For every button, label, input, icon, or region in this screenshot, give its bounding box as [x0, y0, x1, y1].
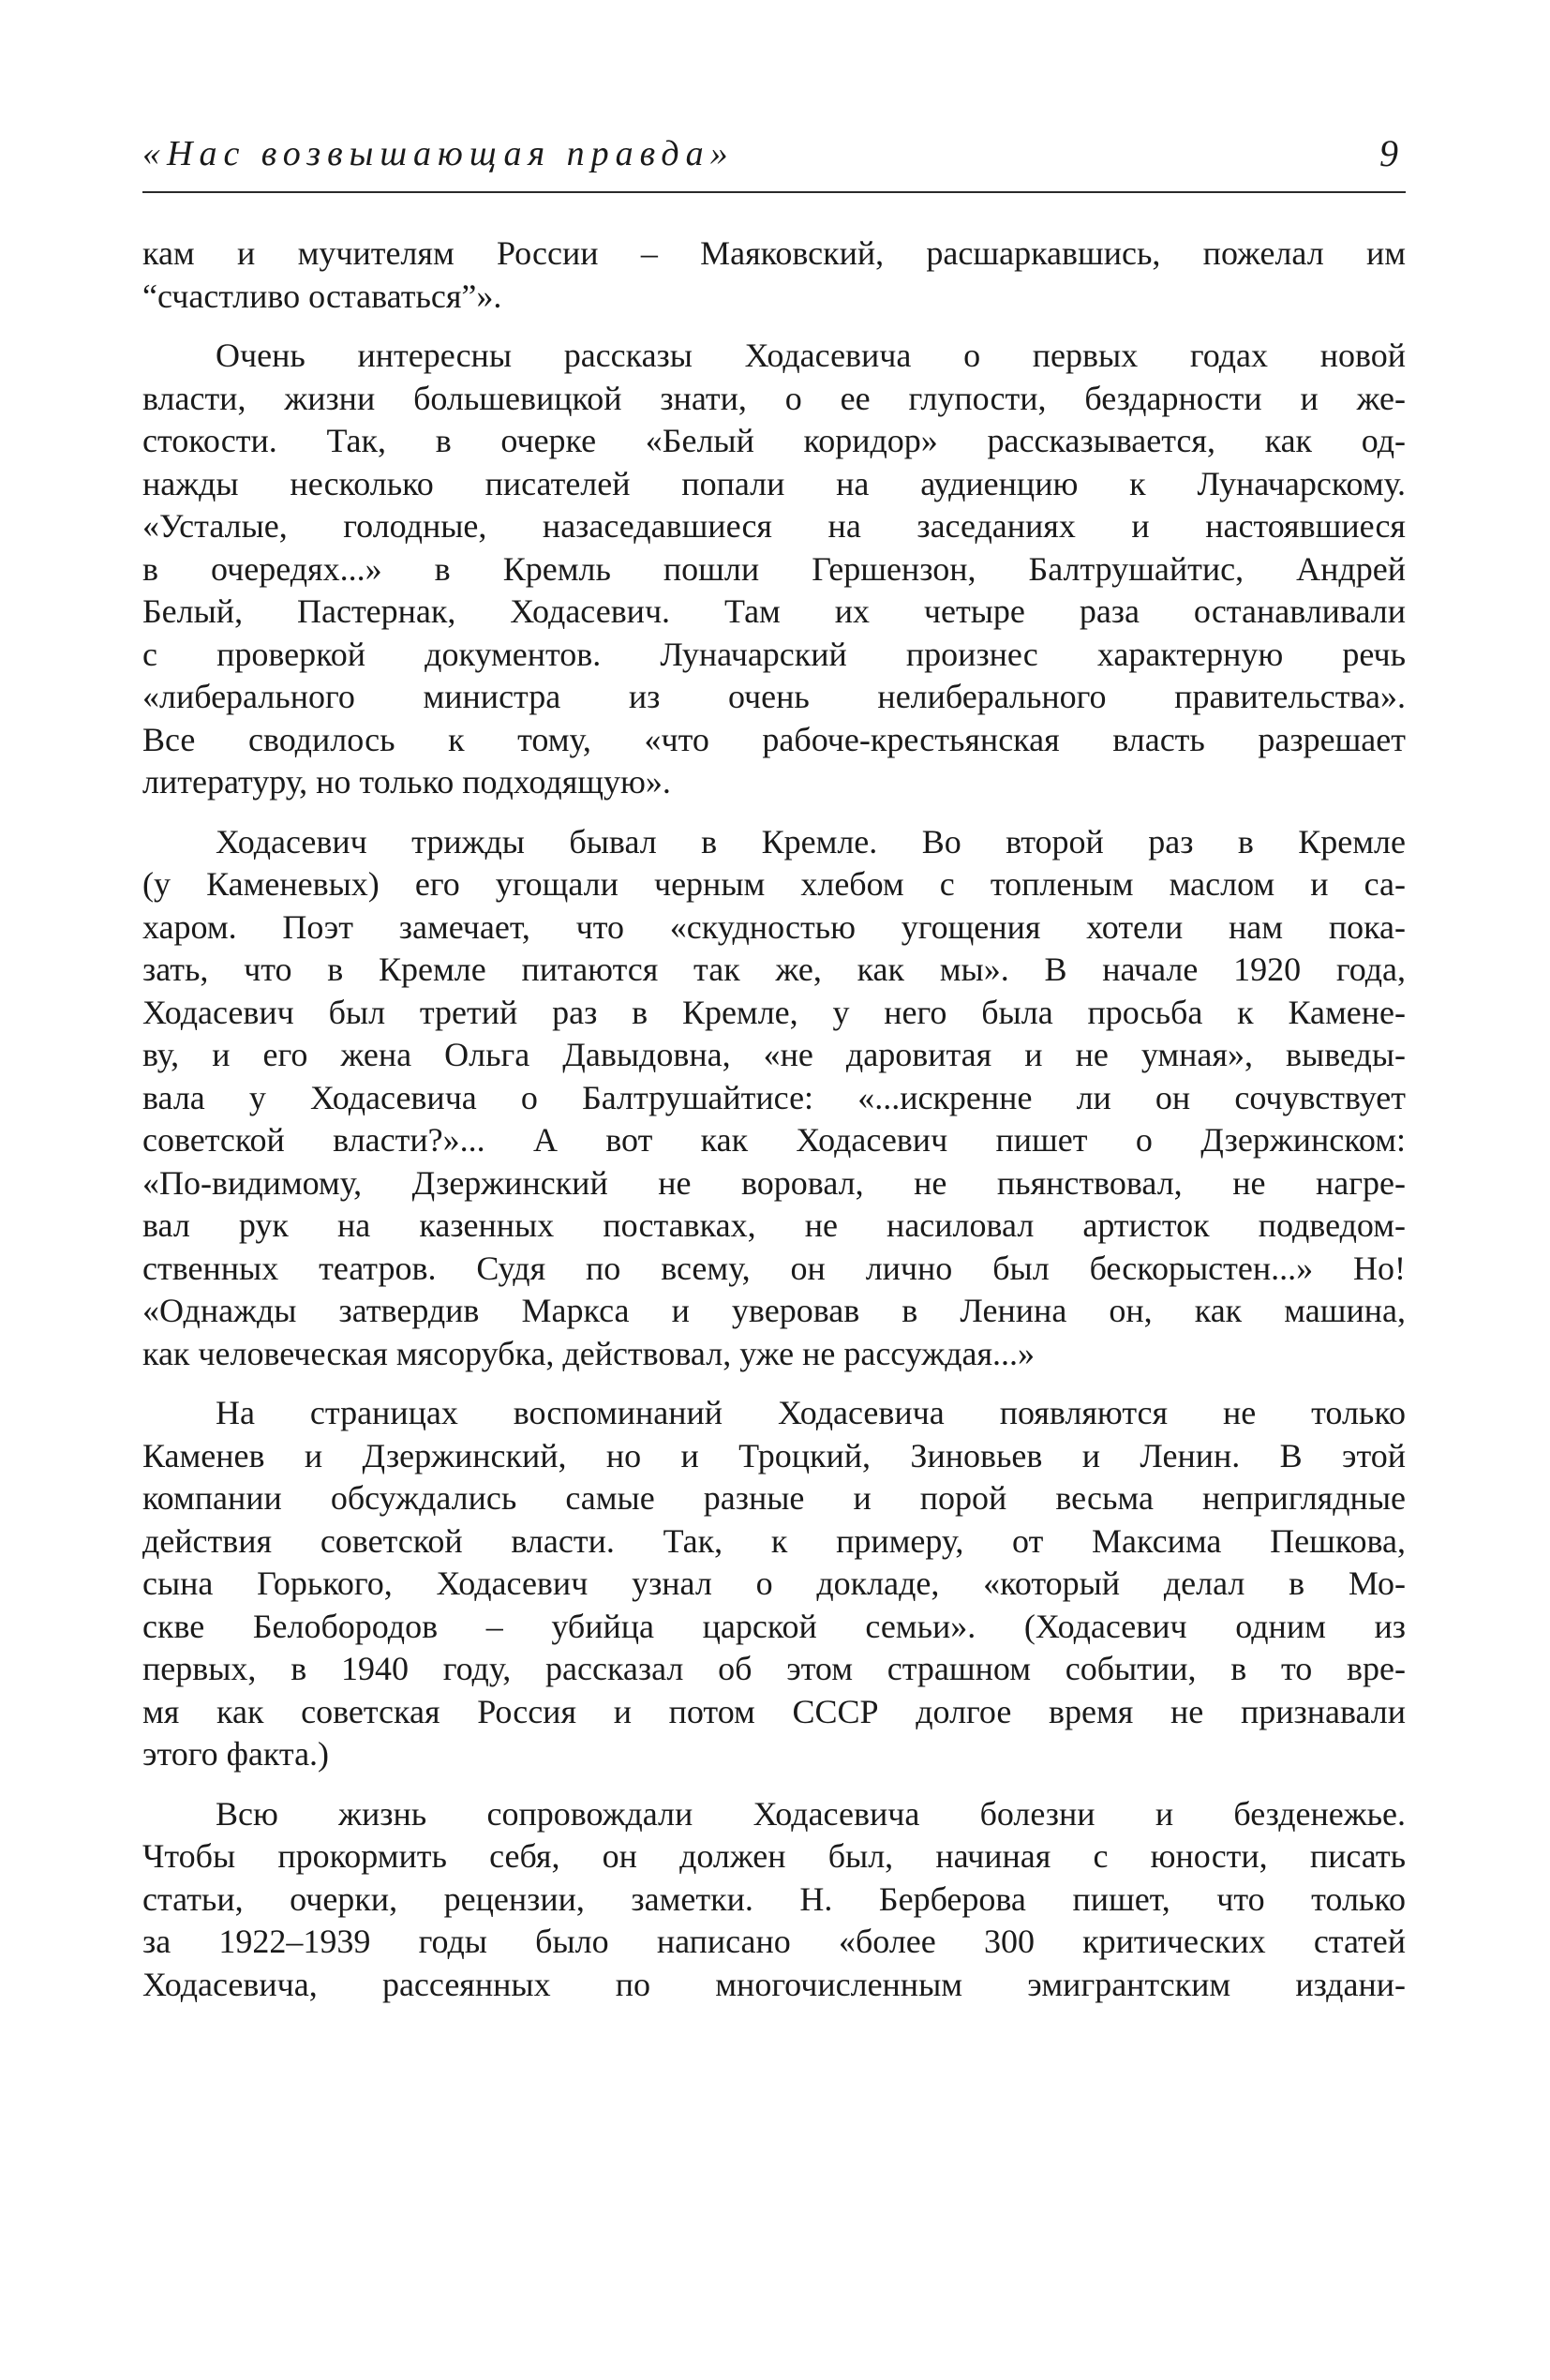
- text-line: кам и мучителям России – Маяковский, расшаркавшись, пожелал им: [142, 234, 1406, 272]
- text-line: Ходасевич был третий раз в Кремле, у него была просьба к Камене-: [142, 993, 1406, 1031]
- paragraph: [142, 1793, 1406, 2007]
- page-header: [142, 131, 1406, 193]
- text-line: компании обсуждались самые разные и порой весьма неприглядные: [142, 1479, 1406, 1517]
- text-line: Все сводилось к тому, «что рабоче-крестьянская власть разрешает: [142, 720, 1406, 758]
- text-line: власти, жизни большевицкой знати, о ее глупости, бездарности и же-: [142, 379, 1406, 417]
- text-line: с проверкой документов. Луначарский произнес характерную речь: [142, 635, 1406, 673]
- text-line: харом. Поэт замечает, что «скудностью угощения хотели нам пока-: [142, 907, 1406, 946]
- text-line: вала у Ходасевича о Балтрушайтисе: «...искренне ли он сочувствует: [142, 1078, 1406, 1116]
- text-line: статьи, очерки, рецензии, заметки. Н. Берберова пишет, что только: [142, 1879, 1406, 1918]
- text-line: вал рук на казенных поставках, не насиловал артисток подведом-: [142, 1206, 1406, 1244]
- text-line: первых, в 1940 году, рассказал об этом страшном событии, в то вре-: [142, 1650, 1406, 1687]
- text-line: Ходасевича, рассеянных по многочисленным эмигрантским издани-: [142, 1965, 1406, 2003]
- text-line: за 1922–1939 годы было написано «более 300 критических статей: [142, 1923, 1406, 1960]
- text-line: «По-видимому, Дзержинский не воровал, не пьянствовал, не нагре-: [142, 1163, 1406, 1202]
- paragraph: [142, 821, 1406, 1376]
- text-line: Белый, Пастернак, Ходасевич. Там их четыре раза останавливали: [142, 592, 1406, 630]
- text-line: нажды несколько писателей попали на аудиенцию к Луначарскому.: [142, 464, 1406, 502]
- text-line: стокости. Так, в очерке «Белый коридор» рассказывается, как од-: [142, 422, 1406, 459]
- text-line: “счастливо оставаться”».: [142, 277, 502, 315]
- page-body: [142, 232, 1406, 2023]
- text-line: ственных театров. Судя по всему, он лично был бескорыстен...» Но!: [142, 1249, 1406, 1287]
- text-line: На страницах воспоминаний Ходасевича появляются не только: [216, 1394, 1406, 1431]
- paragraph-continuation: [142, 232, 1406, 318]
- text-line: этого факта.): [142, 1735, 330, 1773]
- text-line: мя как советская Россия и потом СССР долгое время не признавали: [142, 1692, 1406, 1730]
- text-line: «Однажды затвердив Маркса и уверовав в Ленина он, как машина,: [142, 1292, 1406, 1329]
- paragraph: [142, 1392, 1406, 1776]
- text-line: ву, и его жена Ольга Давыдовна, «не даровитая и не умная», выведы-: [142, 1036, 1406, 1073]
- text-line: «либерального министра из очень нелиберального правительства».: [142, 678, 1406, 715]
- text-line: скве Белобородов – убийца царской семьи». (Ходасевич одним из: [142, 1607, 1406, 1645]
- text-line: литературу, но только подходящую».: [142, 763, 671, 801]
- text-line: (у Каменевых) его угощали черным хлебом с топленым маслом и са-: [142, 865, 1406, 903]
- text-line: зать, что в Кремле питаются так же, как мы». В начале 1920 года,: [142, 951, 1406, 988]
- text-line: Чтобы прокормить себя, он должен был, начиная с юности, писать: [142, 1837, 1406, 1875]
- text-line: советской власти?»... А вот как Ходасевич пишет о Дзержинском:: [142, 1121, 1406, 1159]
- text-line: Ходасевич трижды бывал в Кремле. Во второй раз в Кремле: [216, 822, 1406, 861]
- text-line: Всю жизнь сопровождали Ходасевича болезни и безденежье.: [216, 1794, 1406, 1833]
- text-line: Каменев и Дзержинский, но и Троцкий, Зиновьев и Ленин. В этой: [142, 1436, 1406, 1474]
- text-line: сына Горького, Ходасевич узнал о докладе, «который делал в Мо-: [142, 1564, 1406, 1602]
- running-title: «Нас возвышающая правда»: [142, 134, 735, 173]
- text-line: Очень интересны рассказы Ходасевича о первых годах новой: [216, 337, 1406, 374]
- page-number: 9: [1379, 132, 1398, 174]
- text-line: как человеческая мясорубка, действовал, уже не рассуждая...»: [142, 1334, 1036, 1372]
- text-line: «Усталые, голодные, назаседавшиеся на заседаниях и настоявшиеся: [142, 507, 1406, 545]
- paragraph: [142, 335, 1406, 804]
- text-line: в очередях...» в Кремль пошли Гершензон, Балтрушайтис, Андрей: [142, 549, 1406, 588]
- text-line: действия советской власти. Так, к примеру, от Максима Пешкова,: [142, 1521, 1406, 1560]
